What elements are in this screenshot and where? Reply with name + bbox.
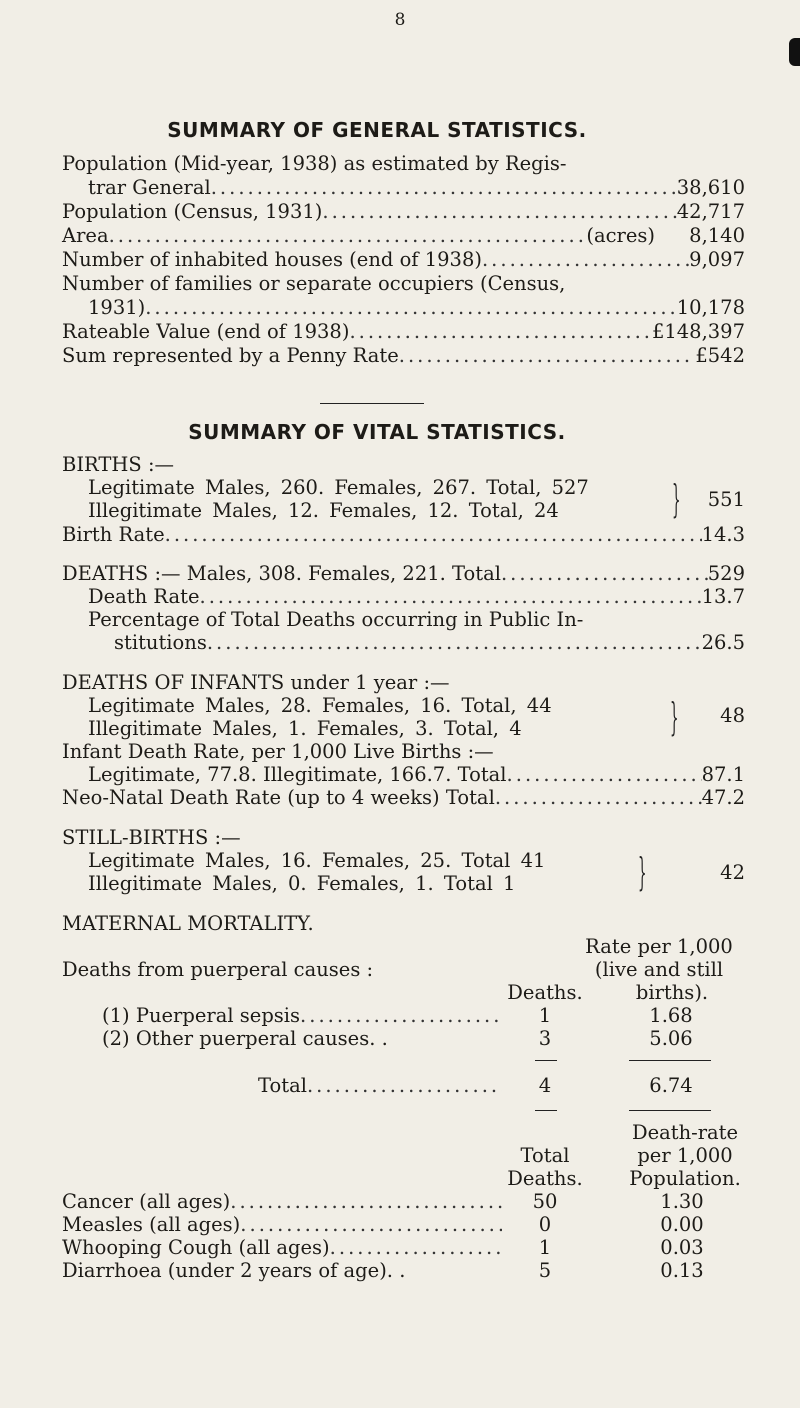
row-value: £148,397 [651,320,745,343]
cause-rate: 0.13 [660,1259,704,1282]
brace: } [638,850,647,894]
vital-heading: SUMMARY OF VITAL STATISTICS. [188,420,566,444]
brace: } [670,695,679,739]
row-label: Sum represented by a Penny Rate [62,344,399,367]
leader-dots [501,562,708,586]
deaths-pct-row [114,631,745,655]
row-label: 1931) [88,296,146,319]
infant-death-rate-title: Infant Death Rate, per 1,000 Live Births :— [62,740,494,763]
maternal-row [102,1004,502,1028]
leader-dots [482,248,689,272]
maternal-total-rate: 6.74 [649,1074,693,1097]
deaths-header: Deaths. [507,1167,583,1190]
cause-row [62,1213,502,1237]
leader-dots [495,786,702,810]
general-row [62,224,745,248]
cause-rate: 1.30 [660,1190,704,1213]
general-row [62,200,745,224]
infants-total: 48 [720,704,745,727]
neo-natal-row [62,786,745,810]
general-row [62,272,745,296]
maternal-total-row [258,1074,502,1098]
stillbirths-total: 42 [720,861,745,884]
general-table [62,152,745,368]
death-rate-row [88,585,745,609]
row-label: Rateable Value (end of 1938) [62,320,350,343]
brace: } [672,477,681,521]
row-label: Measles (all ages) [62,1213,241,1236]
general-row [62,176,745,200]
rate-header: Population. [629,1167,741,1190]
maternal-deaths: 1 [538,1004,552,1027]
rate-header: Death-rate [631,1121,739,1144]
sum-rule [629,1060,711,1061]
row-label: DEATHS :— Males, 308. Females, 221. Total [62,562,501,585]
general-row [62,344,745,368]
leader-dots [240,1213,502,1237]
stillbirths-legitimate: Legitimate Males, 16. Females, 25. Total 41 [88,849,546,872]
leader-dots [330,1236,502,1260]
row-label: Death Rate [88,585,200,608]
stillbirths-title: STILL-BIRTHS :— [62,826,241,849]
row-label: Number of inhabited houses (end of 1938) [62,248,482,271]
cause-deaths: 50 [532,1190,558,1213]
row-value: 26.5 [701,631,745,654]
leader-dots [399,344,696,368]
row-value: 47.2 [701,786,745,809]
row-label: Neo-Natal Death Rate (up to 4 weeks) Total [62,786,495,809]
deaths-row [62,562,745,586]
maternal-rate: 5.06 [649,1027,693,1050]
maternal-rate: 1.68 [649,1004,693,1027]
row-value: 13.7 [701,585,745,608]
row-value: £542 [695,344,745,367]
leader-dots [300,1004,502,1028]
row-label: Whooping Cough (all ages) [62,1236,330,1259]
row-value: 42,717 [676,200,745,223]
infants-legitimate: Legitimate Males, 28. Females, 16. Total, 44 [88,694,552,717]
row-value: 38,610 [676,176,745,199]
maternal-deaths-header: Deaths. [507,981,583,1004]
maternal-rate-header: (live and still [594,958,724,981]
row-value: 10,178 [676,296,745,319]
maternal-rate-header: Rate per 1,000 [585,935,733,958]
maternal-rate-header: births). [635,981,709,1004]
infant-death-rate-row [88,763,745,787]
general-row [62,152,745,176]
general-row [62,320,745,344]
row-label: Population (Mid-year, 1938) as estimated by Regis- [62,152,567,175]
rate-header: per 1,000 [637,1144,733,1167]
births-total: 551 [707,488,745,511]
cause-rate: 0.03 [660,1236,704,1259]
leader-dots [322,200,676,224]
leader-dots [207,631,702,655]
births-legitimate: Legitimate Males, 260. Females, 267. Total, 527 [88,476,589,499]
leader-dots [109,224,587,248]
total-header: Total [520,1144,570,1167]
cause-row [62,1236,502,1260]
birth-rate-row [62,523,745,547]
leader-dots [211,176,677,200]
maternal-total-deaths: 4 [538,1074,552,1097]
row-label: Number of families or separate occupiers (Census, [62,272,566,295]
row-value: 529 [707,562,745,585]
leader-dots [230,1190,502,1214]
infants-title: DEATHS OF INFANTS under 1 year :— [62,671,450,694]
section-divider [320,403,424,404]
births-title: BIRTHS :— [62,453,175,476]
cause-deaths: 0 [538,1213,552,1236]
leader-dots [349,320,652,344]
cause-rate: 0.00 [660,1213,704,1236]
row-label: Population (Census, 1931) [62,200,323,223]
row-label: Area [62,224,109,247]
sum-rule [629,1110,711,1111]
cause-row: Diarrhoea (under 2 years of age). . [62,1259,406,1282]
leader-dots [507,763,702,787]
scan-mark [789,38,800,66]
row-unit: (acres) [586,224,655,247]
births-illegitimate: Illegitimate Males, 12. Females, 12. Total, 24 [88,499,559,522]
stillbirths-illegitimate: Illegitimate Males, 0. Females, 1. Total 1 [88,872,516,895]
cause-deaths: 1 [538,1236,552,1259]
deaths-pct-label: Percentage of Total Deaths occurring in Public In- [88,608,584,631]
row-label: Birth Rate [62,523,165,546]
row-label: Cancer (all ages) [62,1190,231,1213]
row-value: 9,097 [689,248,745,271]
row-label: Total [258,1074,307,1097]
page-number: 8 [394,10,406,30]
maternal-title: MATERNAL MORTALITY. [62,912,314,935]
row-value: 87.1 [701,763,745,786]
row-value: 8,140 [689,224,745,247]
row-label: trar General [88,176,211,199]
leader-dots [200,585,702,609]
cause-row [62,1190,502,1214]
leader-dots [145,296,677,320]
cause-deaths: 5 [538,1259,552,1282]
general-row [62,296,745,320]
row-label: stitutions [114,631,207,654]
sum-rule [535,1110,557,1111]
row-label: Legitimate, 77.8. Illegitimate, 166.7. Total [88,763,507,786]
infants-illegitimate: Illegitimate Males, 1. Females, 3. Total, 4 [88,717,522,740]
maternal-deaths: 3 [538,1027,552,1050]
maternal-row: (2) Other puerperal causes. . [102,1027,388,1050]
leader-dots [307,1074,502,1098]
leader-dots [165,523,702,547]
general-row [62,248,745,272]
row-value: 14.3 [701,523,745,546]
row-label: (1) Puerperal sepsis [102,1004,301,1027]
general-heading: SUMMARY OF GENERAL STATISTICS. [167,118,587,142]
sum-rule [535,1060,557,1061]
maternal-causes-label: Deaths from puerperal causes : [62,958,374,981]
